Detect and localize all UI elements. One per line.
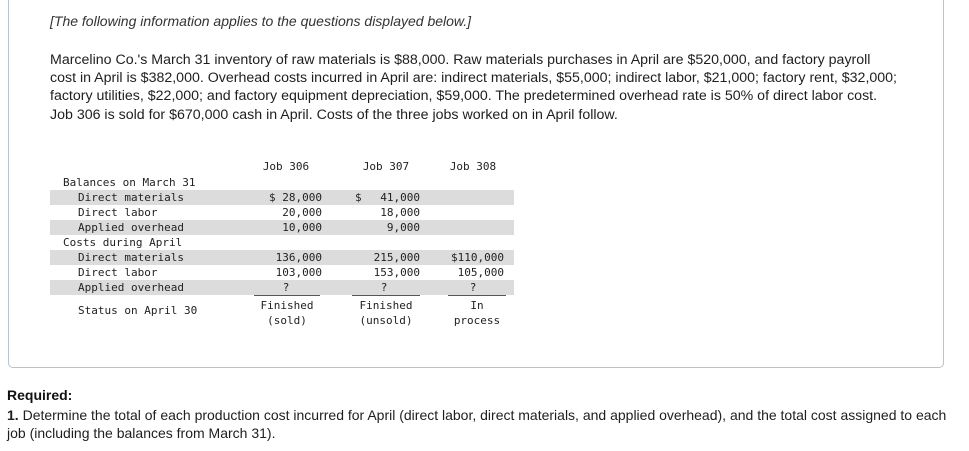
cell-306: 20,000 [282,206,322,219]
row-label: Applied overhead [78,221,184,234]
cell-308 [442,205,504,220]
status-job-307 [352,295,420,330]
table-row [50,280,514,295]
required-body: Determine the total of each production cost incurred for April (direct labor, direct materials, and applied overhead), and the total cost assigned to each job (including the balances from March 31). [7,407,947,441]
cell-307: 18,000 [380,206,420,219]
table-row [50,205,514,220]
row-label: Direct materials [78,251,184,264]
status-line1: In [470,299,484,312]
required-text [7,406,952,442]
section-label: Costs during April [63,236,183,249]
table-row [50,220,514,235]
cell-307: 153,000 [373,266,420,279]
job-cost-table [50,157,514,335]
table-row [50,190,514,205]
row-label: Direct materials [78,191,184,204]
status-job-308 [448,295,506,330]
header-job-306: Job 306 [262,160,310,173]
cell-307: 9,000 [386,221,420,234]
cell-307: 41,000 [380,191,420,204]
cell-308 [442,220,504,235]
cell-307: 215,000 [373,251,420,264]
cell-308: ? [469,281,477,294]
status-line1: Finished [359,299,413,312]
section-label: Balances on March 31 [63,176,196,189]
row-label: Applied overhead [78,281,184,294]
status-line1: Finished [260,299,314,312]
table-row [50,265,514,280]
table-row [50,250,514,265]
problem-paragraph: Marcelino Co.'s March 31 inventory of raw materials is $88,000. Raw materials purchases in April are $520,000, and factory payroll cost in April is $382,000. Overhead costs incurred in April are: indirect materials, $55,000; indirect labor, $21,000; factory rent, $32,000; factory utilities, $22,000; and factory equipment depreciation, $59,000. The predetermined overhead rate is 50% of direct labor cost. Job 306 is sold for $670,000 cash in April. Costs of the three jobs worked on in April follow. [50,52,897,123]
required-number: 1. [7,407,19,423]
row-label: Direct labor [78,206,158,219]
cell-308: $110,000 [451,251,504,264]
section-balances [50,175,514,190]
cell-306: 136,000 [275,251,322,264]
cell-306: ? [282,281,290,294]
intro-note: [The following information applies to the questions displayed below.] [50,13,472,29]
status-label: Status on April 30 [78,304,198,317]
cell-306: 103,000 [275,266,322,279]
status-job-306 [254,295,320,330]
status-line2: (unsold) [359,314,413,327]
header-job-307: Job 307 [362,160,410,173]
cell-306: $ 28,000 [269,191,322,204]
cell-307: ? [380,281,388,294]
section-costs-april [50,235,514,250]
cell-308: 105,000 [457,266,504,279]
cell-308 [442,190,504,205]
status-line2: (sold) [267,314,307,327]
status-line2: process [453,314,501,327]
header-job-308: Job 308 [449,160,497,173]
required-title: Required: [7,387,73,403]
cell-307-dollar: $ [355,191,362,204]
row-label: Direct labor [78,266,158,279]
cell-306: 10,000 [282,221,322,234]
